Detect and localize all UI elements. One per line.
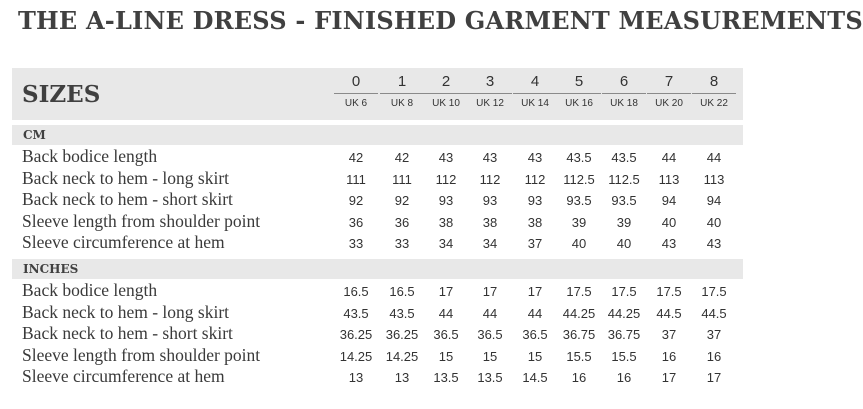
measurement-value: 14.25	[339, 348, 373, 364]
measurement-value: 40	[616, 236, 632, 252]
measurement-value: 44	[661, 150, 677, 165]
measurement-value: 43	[482, 150, 498, 165]
measurement-value: 36.25	[385, 327, 419, 343]
size-number: 0	[334, 73, 378, 94]
measurement-value: 93.5	[611, 193, 637, 209]
measurement-label: Sleeve length from shoulder point	[22, 344, 261, 365]
measurement-value: 15	[527, 348, 543, 364]
measurement-value: 38	[438, 214, 454, 230]
measurement-value: 113	[658, 171, 680, 187]
measurement-value: 93	[527, 193, 543, 209]
section-body	[12, 279, 743, 390]
measurement-label: Back bodice length	[22, 146, 158, 166]
measurement-value: 15.5	[611, 348, 637, 364]
measurement-value: 94	[661, 193, 677, 209]
measurement-value: 13.5	[477, 370, 503, 386]
sizes-header-row	[12, 68, 743, 120]
measurement-value: 112	[479, 171, 501, 187]
table-row	[12, 211, 743, 233]
measurement-value: 16.5	[389, 283, 415, 299]
measurement-value: 17	[527, 283, 543, 299]
size-number: 4	[513, 73, 557, 94]
section-header: INCHES	[12, 259, 743, 279]
size-number: 2	[424, 73, 468, 94]
measurement-value: 112	[435, 171, 457, 187]
size-number: 7	[647, 73, 691, 94]
measurement-value: 42	[348, 150, 364, 165]
measurement-value: 17	[706, 370, 722, 386]
measurement-value: 42	[394, 150, 410, 165]
measurement-value: 16	[706, 348, 722, 364]
size-uk-equivalent: UK 20	[655, 98, 683, 109]
size-number: 8	[692, 73, 736, 94]
measurement-label: Sleeve circumference at hem	[22, 366, 225, 387]
measurement-value: 43.5	[611, 150, 637, 165]
measurement-value: 37	[527, 236, 543, 252]
measurement-value: 94	[706, 193, 722, 209]
measurement-value: 14.25	[385, 348, 419, 364]
measurement-value: 43	[438, 150, 454, 165]
measurement-value: 43	[661, 236, 677, 252]
measurement-value: 43	[706, 236, 722, 252]
measurement-value: 36.75	[562, 327, 596, 343]
measurement-value: 40	[706, 214, 722, 230]
size-number: 5	[557, 73, 601, 94]
measurement-value: 36.5	[477, 327, 503, 343]
measurement-label: Sleeve length from shoulder point	[22, 210, 261, 231]
measurement-value: 36.75	[607, 327, 641, 343]
table-row	[12, 146, 743, 168]
measurement-value: 44.5	[701, 305, 727, 321]
size-uk-equivalent: UK 14	[521, 98, 549, 109]
table-row	[12, 189, 743, 211]
table-row	[12, 302, 743, 324]
measurement-value: 112.5	[608, 171, 640, 187]
measurement-value: 17.5	[701, 283, 727, 299]
measurement-value: 37	[661, 327, 677, 343]
size-number: 1	[380, 73, 424, 94]
measurement-label: Sleeve circumference at hem	[22, 232, 225, 253]
measurement-value: 38	[482, 214, 498, 230]
measurement-value: 13	[394, 370, 410, 386]
measurement-value: 113	[703, 171, 725, 187]
measurement-value: 43.5	[389, 305, 415, 321]
table-row	[12, 168, 743, 190]
size-column-header	[513, 73, 557, 111]
measurement-value: 112.5	[563, 171, 595, 187]
measurement-value: 44.25	[607, 305, 641, 321]
table-row	[12, 345, 743, 367]
size-uk-equivalent: UK 10	[432, 98, 460, 109]
size-column-header	[334, 73, 378, 111]
measurement-value: 92	[348, 193, 364, 209]
measurement-value: 40	[571, 236, 587, 252]
measurement-label: Back bodice length	[22, 279, 158, 300]
measurement-value: 17.5	[656, 283, 682, 299]
measurement-value: 33	[394, 236, 410, 252]
size-column-header	[424, 73, 468, 111]
measurement-value: 13	[348, 370, 364, 386]
table-row	[12, 232, 743, 254]
size-column-header	[647, 73, 691, 111]
measurement-value: 111	[392, 171, 412, 187]
measurement-value: 38	[527, 214, 543, 230]
size-number: 6	[602, 73, 646, 94]
measurement-value: 44	[482, 305, 498, 321]
measurement-label: Back neck to hem - short skirt	[22, 189, 233, 210]
measurement-value: 14.5	[522, 370, 548, 386]
measurement-value: 16	[661, 348, 677, 364]
measurement-value: 92	[394, 193, 410, 209]
measurement-value: 44.25	[562, 305, 596, 321]
measurement-value: 43.5	[566, 150, 592, 165]
size-uk-equivalent: UK 12	[476, 98, 504, 109]
measurement-value: 16.5	[343, 283, 369, 299]
measurement-value: 36	[394, 214, 410, 230]
measurement-value: 34	[482, 236, 498, 252]
measurement-value: 36.25	[339, 327, 373, 343]
measurement-table	[12, 68, 743, 390]
measurement-value: 44.5	[656, 305, 682, 321]
measurement-value: 37	[706, 327, 722, 343]
size-column-header	[557, 73, 601, 111]
measurement-value: 93	[482, 193, 498, 209]
size-column-header	[692, 73, 736, 111]
size-uk-equivalent: UK 16	[565, 98, 593, 109]
measurement-value: 17	[661, 370, 677, 386]
measurement-value: 17.5	[566, 283, 592, 299]
section-body	[12, 145, 743, 256]
measurement-label: Back neck to hem - short skirt	[22, 323, 233, 344]
measurement-value: 17.5	[611, 283, 637, 299]
section-header: CM	[12, 125, 743, 145]
size-column-header	[468, 73, 512, 111]
measurement-value: 43.5	[343, 305, 369, 321]
measurement-value: 44	[527, 305, 543, 321]
measurement-value: 111	[346, 171, 366, 187]
measurement-value: 112	[524, 171, 546, 187]
measurement-value: 44	[706, 150, 722, 165]
measurement-label: Back neck to hem - long skirt	[22, 301, 230, 322]
measurement-value: 39	[571, 214, 587, 230]
measurement-label: Back neck to hem - long skirt	[22, 167, 230, 188]
size-column-header	[602, 73, 646, 111]
sizes-label: SIZES	[22, 81, 101, 108]
table-row	[12, 323, 743, 345]
measurement-value: 17	[438, 283, 454, 299]
measurement-value: 39	[616, 214, 632, 230]
measurement-value: 15	[482, 348, 498, 364]
measurement-value: 15.5	[566, 348, 592, 364]
measurement-value: 15	[438, 348, 454, 364]
measurement-value: 34	[438, 236, 454, 252]
measurement-value: 44	[438, 305, 454, 321]
measurement-value: 16	[571, 370, 587, 386]
measurement-value: 36.5	[522, 327, 548, 343]
measurement-value: 93.5	[566, 193, 592, 209]
measurement-value: 93	[438, 193, 454, 209]
measurement-value: 36.5	[433, 327, 459, 343]
measurement-value: 33	[348, 236, 364, 252]
size-uk-equivalent: UK 22	[700, 98, 728, 109]
size-uk-equivalent: UK 18	[610, 98, 638, 109]
measurement-value: 16	[616, 370, 632, 386]
table-row	[12, 366, 743, 388]
measurement-value: 17	[482, 283, 498, 299]
size-number: 3	[468, 73, 512, 94]
page-title: THE A-LINE DRESS - FINISHED GARMENT MEASUREMENTS	[18, 6, 863, 35]
measurement-value: 36	[348, 214, 364, 230]
table-sections	[12, 125, 743, 390]
measurement-value: 13.5	[433, 370, 459, 386]
size-uk-equivalent: UK 6	[344, 98, 368, 109]
size-column-header	[380, 73, 424, 111]
size-uk-equivalent: UK 8	[390, 98, 414, 109]
measurement-value: 40	[661, 214, 677, 230]
measurement-value: 43	[527, 150, 543, 165]
table-row	[12, 280, 743, 302]
